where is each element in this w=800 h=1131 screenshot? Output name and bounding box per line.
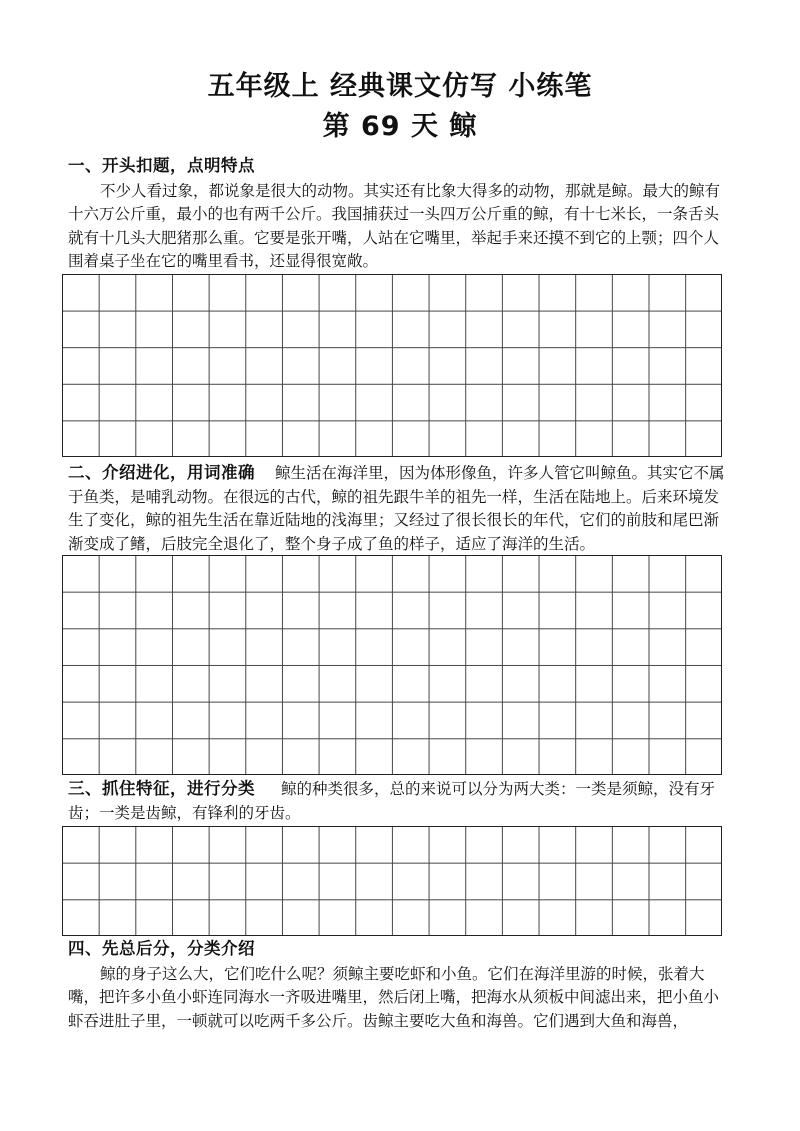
writing-grid-2[interactable]: [62, 555, 722, 775]
section-3-text: 鲸的种类很多，总的来说可以分为两大类：一类是须鲸，没有牙齿；一类是齿鲸，有锋利的牙齿。: [68, 780, 716, 822]
section-1: [68, 154, 734, 274]
section-3-heading: 三、抓住特征，进行分类: [68, 779, 255, 798]
section-2-text: 鲸生活在海洋里，因为体形像鱼，许多人管它叫鲸鱼。其实它不属于鱼类，是哺乳动物。在很远的古代，鲸的祖先跟牛羊的祖先一样，生活在陆地上。后来环境发生了变化，鲸的祖先生活在靠近陆地的浅海里；又经过了很长很长的年代，它们的前肢和尾巴渐渐变成了鳍，后肢完全退化了，整个身子成了鱼的样子，适应了海洋的生活。: [68, 464, 725, 553]
section-4-heading: 四、先总后分，分类介绍: [68, 939, 255, 958]
section-1-heading: 一、开头扣题，点明特点: [68, 156, 255, 175]
page-subtitle: 第 69 天 鲸: [322, 111, 478, 142]
section-4: [68, 937, 734, 1033]
section-2-heading: 二、介绍进化，用词准确: [68, 463, 255, 482]
writing-grid-1[interactable]: [62, 274, 722, 457]
section-4-text: 鲸的身子这么大，它们吃什么呢？须鲸主要吃虾和小鱼。它们在海洋里游的时候，张着大嘴，把许多小鱼小虾连同海水一齐吸进嘴里，然后闭上嘴，把海水从须板中间滤出来，把小鱼小虾吞进肚子里，一顿就可以吃两千多公斤。齿鲸主要吃大鱼和海兽。它们遇到大鱼和海兽，: [68, 964, 720, 1030]
page-title: 五年级上 经典课文仿写 小练笔: [207, 71, 593, 102]
writing-grid-3[interactable]: [62, 826, 722, 936]
section-3: [68, 777, 734, 825]
section-1-text: 不少人看过象，都说象是很大的动物。其实还有比象大得多的动物，那就是鲸。最大的鲸有十六万公斤重，最小的也有两千公斤。我国捕获过一头四万公斤重的鲸，有十七米长，一条舌头就有十几头大肥猪那么重。它要是张开嘴，人站在它嘴里，举起手来还摸不到它的上颚；四个人围着桌子坐在它的嘴里看书，还显得很宽敞。: [68, 181, 721, 270]
section-2: [68, 461, 734, 556]
